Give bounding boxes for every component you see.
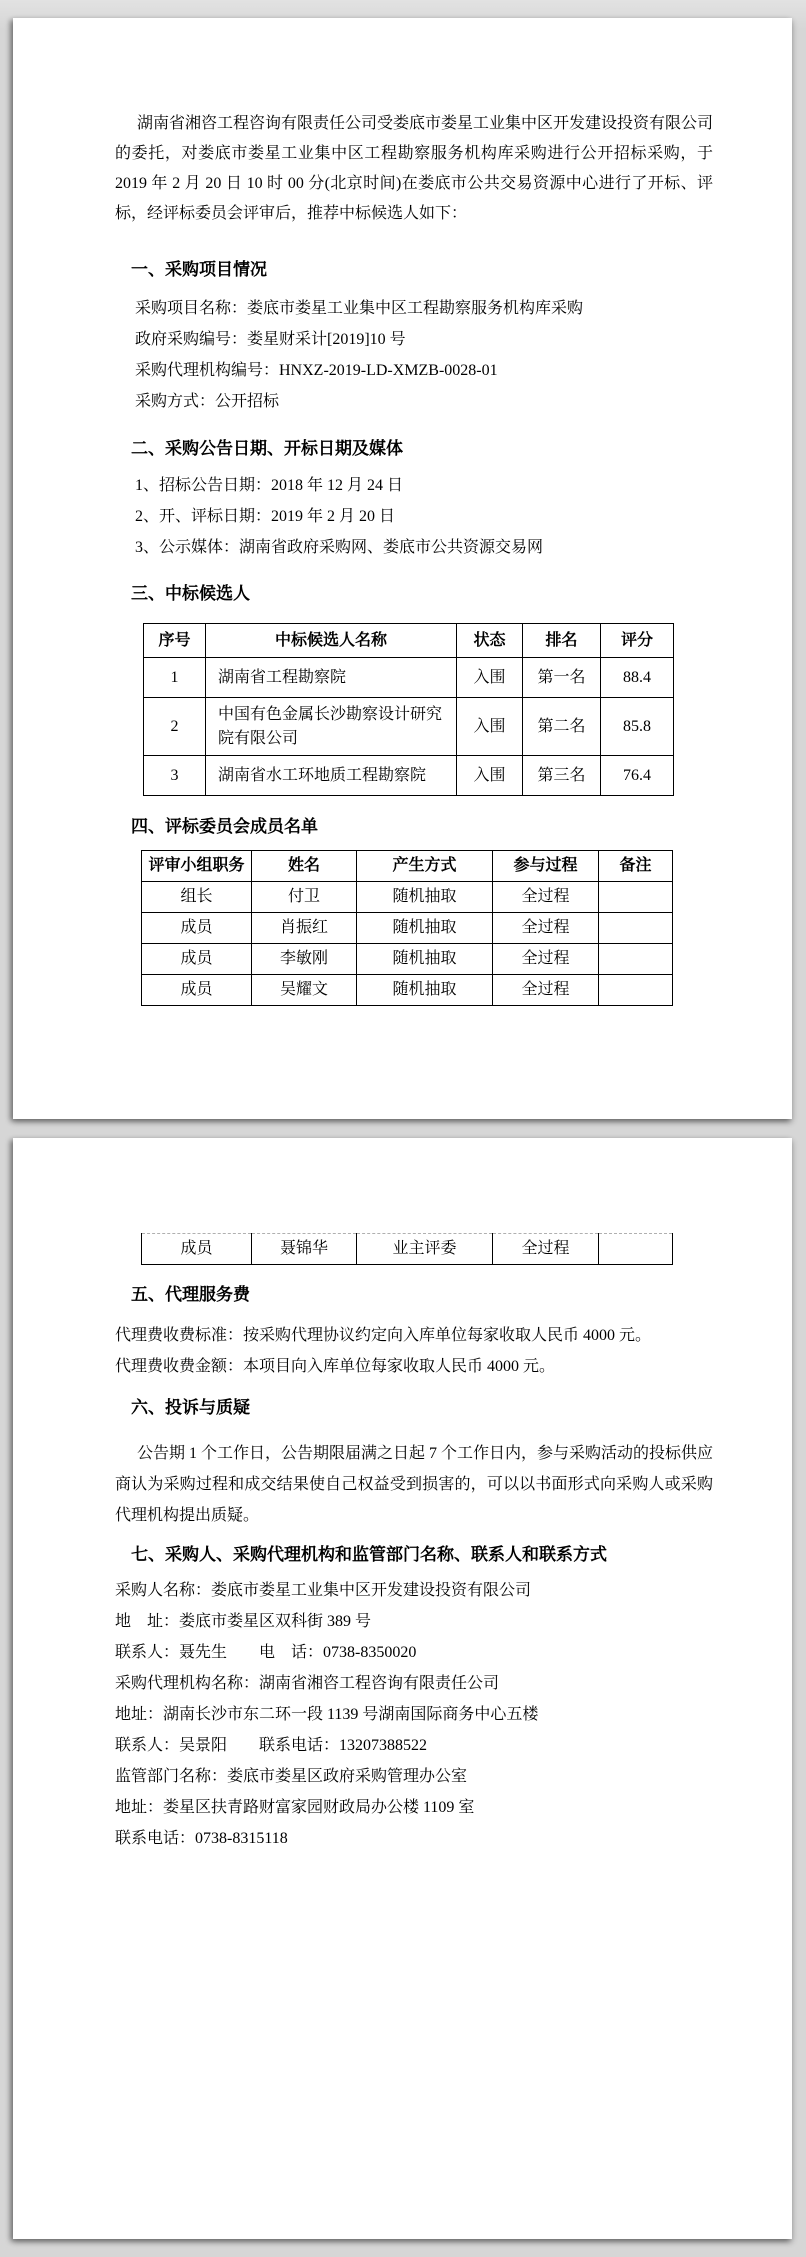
- table-row: [142, 882, 673, 913]
- section-3-heading: 三、中标候选人: [131, 584, 250, 603]
- col-header: 备注: [599, 851, 673, 882]
- cell: [599, 882, 673, 913]
- cell: 肖振红: [252, 913, 357, 944]
- section-5-lines: [115, 1320, 713, 1382]
- col-header: 评分: [601, 624, 674, 658]
- table-row: [142, 944, 673, 975]
- media-line: 3、公示媒体：湖南省政府采购网、娄底市公共资源交易网: [135, 539, 544, 556]
- document-page-2: [13, 1138, 792, 2239]
- cell: 1: [144, 658, 206, 698]
- cell: 全过程: [493, 975, 599, 1006]
- cell: [599, 944, 673, 975]
- candidate-name-cell: 中国有色金属长沙勘察设计研究院有限公司: [206, 698, 457, 756]
- col-header: 参与过程: [493, 851, 599, 882]
- section-2-items: [115, 470, 713, 563]
- regulator-name-line: 监管部门名称：娄底市娄星区政府采购管理办公室: [115, 1768, 468, 1785]
- col-header: 姓名: [252, 851, 357, 882]
- cell: 第三名: [523, 756, 601, 796]
- candidates-table: [143, 623, 674, 796]
- candidate-name-cell: 湖南省工程勘察院: [206, 658, 457, 698]
- section-2-heading: 二、采购公告日期、开标日期及媒体: [131, 439, 403, 458]
- cell: 入围: [457, 658, 523, 698]
- table-row: [144, 756, 674, 796]
- regulator-address-line: 地址：娄星区扶青路财富家园财政局办公楼 1109 室: [115, 1799, 475, 1816]
- regulator-phone-line: 联系电话：0738-8315118: [115, 1830, 288, 1847]
- cell: 全过程: [493, 913, 599, 944]
- cell: 随机抽取: [357, 882, 493, 913]
- col-header: 序号: [144, 624, 206, 658]
- project-name-line: 采购项目名称：娄底市娄星工业集中区工程勘察服务机构库采购: [135, 300, 584, 317]
- cell: 88.4: [601, 658, 674, 698]
- cell: 全过程: [493, 1234, 599, 1265]
- gov-procurement-no-line: 政府采购编号：娄星财采计[2019]10 号: [135, 331, 406, 348]
- col-header: 中标候选人名称: [206, 624, 457, 658]
- agency-fee-amount-line: 代理费收费金额：本项目向入库单位每家收取人民币 4000 元。: [115, 1358, 556, 1375]
- section-1-items: [115, 293, 713, 417]
- cell: 随机抽取: [357, 975, 493, 1006]
- section-7-lines: [115, 1575, 713, 1854]
- cell: 随机抽取: [357, 913, 493, 944]
- purchaser-name-line: 采购人名称：娄底市娄星工业集中区开发建设投资有限公司: [115, 1582, 532, 1599]
- cell: 全过程: [493, 944, 599, 975]
- cell: 组长: [142, 882, 252, 913]
- table-row: [144, 658, 674, 698]
- cell: 3: [144, 756, 206, 796]
- section-1-heading: 一、采购项目情况: [131, 260, 267, 279]
- table-row: [142, 1234, 673, 1265]
- agency-contact-line: 联系人：吴景阳 联系电话：13207388522: [115, 1737, 428, 1754]
- committee-header-row: [142, 851, 673, 882]
- cell: 全过程: [493, 882, 599, 913]
- table-row: [142, 913, 673, 944]
- table-row: [144, 698, 674, 756]
- cell: 入围: [457, 756, 523, 796]
- page-2-content: [13, 1138, 792, 1854]
- cell: 随机抽取: [357, 944, 493, 975]
- section-7-heading: 七、采购人、采购代理机构和监管部门名称、联系人和联系方式: [131, 1545, 607, 1564]
- col-header: 产生方式: [357, 851, 493, 882]
- cell: [599, 975, 673, 1006]
- cell: 李敏刚: [252, 944, 357, 975]
- cell: 85.8: [601, 698, 674, 756]
- complaint-paragraph: 公告期 1 个工作日，公告期限届满之日起 7 个工作日内，参与采购活动的投标供应商认为采购过程和成交结果使自己权益受到损害的，可以以书面形式向采购人或采购代理机构提出质疑。: [115, 1445, 714, 1524]
- cell: 吴耀文: [252, 975, 357, 1006]
- cell: 付卫: [252, 882, 357, 913]
- purchaser-address-line: 地 址：娄底市娄星区双科街 389 号: [115, 1613, 372, 1630]
- cell: 成员: [142, 975, 252, 1006]
- agency-name-line: 采购代理机构名称：湖南省湘咨工程咨询有限责任公司: [115, 1675, 500, 1692]
- cell: [599, 913, 673, 944]
- committee-table-continuation: [141, 1233, 673, 1265]
- section-5-heading: 五、代理服务费: [131, 1285, 250, 1304]
- cell: 第一名: [523, 658, 601, 698]
- cell: 成员: [142, 913, 252, 944]
- agency-address-line: 地址：湖南长沙市东二环一段 1139 号湖南国际商务中心五楼: [115, 1706, 539, 1723]
- page-1-content: [13, 18, 792, 1006]
- candidate-name-cell: 湖南省水工环地质工程勘察院: [206, 756, 457, 796]
- cell: 成员: [142, 944, 252, 975]
- announce-date-line: 1、招标公告日期：2018 年 12 月 24 日: [135, 477, 404, 494]
- cell: 成员: [142, 1234, 252, 1265]
- cell: 入围: [457, 698, 523, 756]
- cell: [599, 1234, 673, 1265]
- cell: 76.4: [601, 756, 674, 796]
- agency-fee-standard-line: 代理费收费标准：按采购代理协议约定向入库单位每家收取人民币 4000 元。: [115, 1327, 652, 1344]
- bid-open-date-line: 2、开、评标日期：2019 年 2 月 20 日: [135, 508, 396, 525]
- section-4-heading: 四、评标委员会成员名单: [131, 817, 318, 836]
- intro-paragraph: 湖南省湘咨工程咨询有限责任公司受娄底市娄星工业集中区开发建设投资有限公司的委托，对娄底市娄星工业集中区工程勘察服务机构库采购进行公开招标采购，于 2019 年 2 月 20 日 10 时 00 分(北京时间)在娄底市公共交易资源中心进行了开标、评标，经评标委员会评审后，推荐中标候选人如下：: [115, 115, 714, 222]
- cell: 聂锦华: [252, 1234, 357, 1265]
- purchaser-contact-line: 联系人：聂先生 电 话：0738-8350020: [115, 1644, 417, 1661]
- cell: 业主评委: [357, 1234, 493, 1265]
- document-page-1: [13, 18, 792, 1119]
- table-row: [142, 975, 673, 1006]
- section-6-heading: 六、投诉与质疑: [131, 1398, 250, 1417]
- cell: 2: [144, 698, 206, 756]
- procurement-method-line: 采购方式：公开招标: [135, 393, 280, 410]
- col-header: 状态: [457, 624, 523, 658]
- candidates-header-row: [144, 624, 674, 658]
- agency-no-line: 采购代理机构编号：HNXZ-2019-LD-XMZB-0028-01: [135, 362, 498, 379]
- col-header: 排名: [523, 624, 601, 658]
- cell: 第二名: [523, 698, 601, 756]
- col-header: 评审小组职务: [142, 851, 252, 882]
- committee-table: [141, 850, 673, 1006]
